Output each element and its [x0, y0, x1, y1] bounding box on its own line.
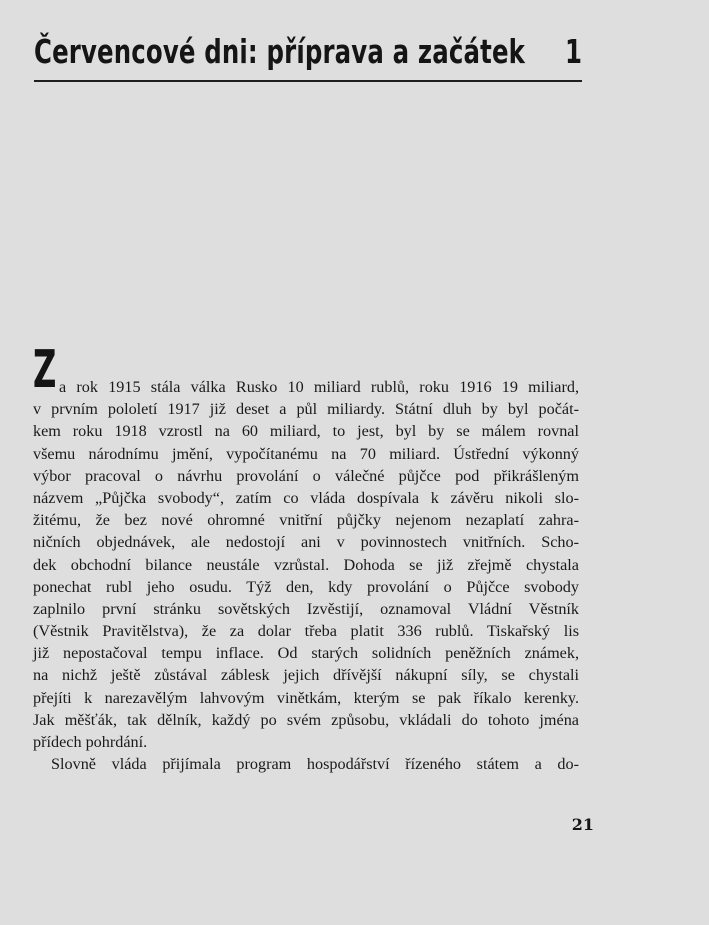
chapter-header: [34, 28, 582, 82]
text-line: žitému, že bez nové ohromné vnitřní půjčky nejenom nezaplatí zahra-: [33, 511, 579, 530]
chapter-number: 1: [565, 32, 582, 71]
text-line: přídech pohrdání.: [33, 733, 148, 751]
text-line: Slovně vláda přijímala program hospodářství řízeného státem a do-: [51, 755, 579, 774]
chapter-title: Červencové dni: příprava a začátek: [34, 32, 526, 71]
text-line: kem roku 1918 vzrostl na 60 miliard, to jest, byl by se málem rovnal: [33, 422, 579, 441]
text-line: ničních objednávek, ale nedostojí ani v povinnostech vnitřních. Scho-: [33, 533, 579, 552]
title-rule: [34, 80, 582, 82]
text-line: výbor pracoval o návrhu provolání o válečné půjčce pod přikrášleným: [33, 466, 579, 485]
text-line: na nichž ještě zůstával záblesk jejich dřívější nákupní síly, se chystali: [33, 666, 579, 685]
text-line: dek obchodní bilance neustále vzrůstal. Dohoda se již zřejmě chystala: [33, 555, 579, 574]
body-text: [33, 376, 579, 775]
drop-cap: Z: [33, 340, 57, 400]
text-line: ponechat rubl jeho osudu. Týž den, kdy provolání o Půjčce svobody: [33, 577, 579, 596]
text-line: Jak měšťák, tak dělník, každý po svém způsobu, vkládali do tohoto jména: [33, 710, 579, 729]
text-line: (Věstnik Pravitělstva), že za dolar třeba platit 336 rublů. Tiskařský lis: [33, 622, 579, 641]
page-number: 21: [571, 815, 594, 834]
text-line: názvem „Půjčka svobody“, zatím co vláda dospívala k závěru nikoli slo-: [33, 488, 579, 507]
text-line: již nepostačoval tempu inflace. Od starých solidních peněžních známek,: [33, 644, 579, 663]
text-line: zaplnilo první stránku sovětských Izvěstijí, oznamoval Vládní Věstník: [33, 599, 579, 618]
text-line: a rok 1915 stála válka Rusko 10 miliard rublů, roku 1916 19 miliard,: [59, 378, 579, 396]
text-line: v prvním pololetí 1917 již deset a půl miliardy. Státní dluh by byl počát-: [33, 400, 579, 419]
text-line: přejíti k narezavělým lahvovým vinětkám, kterým se pak říkalo kerenky.: [33, 688, 579, 707]
text-line: všemu národnímu jmění, vypočítanému na 70 miliard. Ústřední výkonný: [33, 444, 579, 463]
